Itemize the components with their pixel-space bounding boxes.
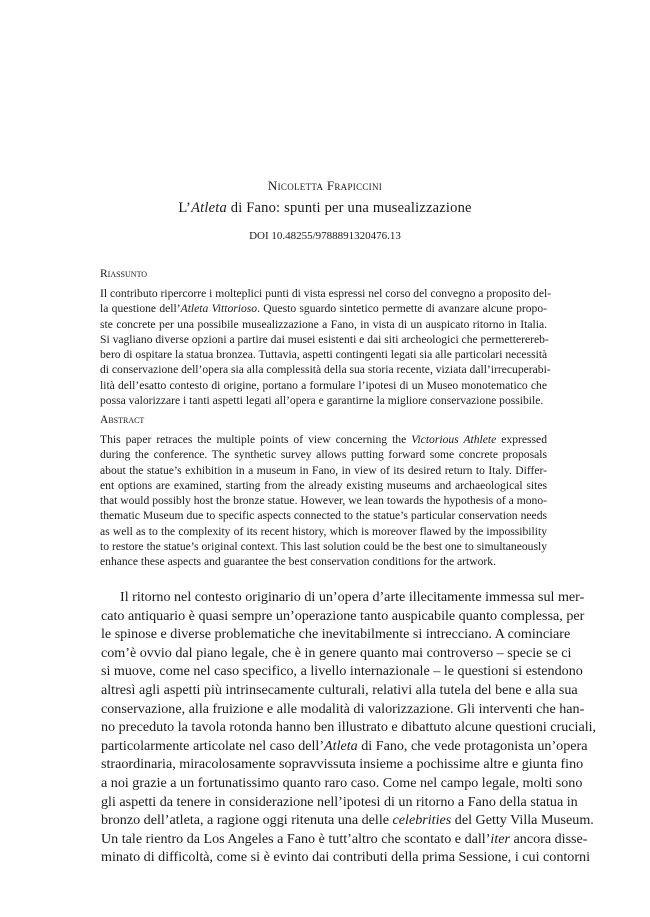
text-line [101, 848, 590, 867]
text-line [100, 362, 551, 377]
text-run: ent options are examined, starting from the already existing museums and archaeological sites [100, 478, 547, 492]
text-run: Il ritorno nel contesto originario di un’opera d’arte illecitamente immessa sul mer- [120, 589, 585, 605]
text-run: Si vagliano diverse opzioni a partire dai musei esistenti e dai siti archeologici che permetterereb- [100, 332, 549, 346]
text-run: no preceduto la tavola rotonda hanno ben illustrato e dibattuto alcune questioni cruciali, [101, 719, 597, 736]
text-line [100, 393, 547, 408]
text-run: di Fano, che vede protagonista un’opera [357, 737, 588, 754]
text-run: bronzo dell’atleta, a ragione oggi ritenuta una delle [101, 812, 393, 829]
italic-run: Victorious Athlete [411, 433, 497, 446]
text-run: lità dell’esatto contesto di origine, portano a formulare l’ipotesi di un Museo monotematico che [100, 378, 547, 392]
italic-run: iter [490, 830, 510, 847]
text-run: conservazione, alla fruizione e alle modalità di valorizzazione. Gli interventi che han- [101, 700, 585, 717]
text-line [100, 478, 547, 493]
text-run: le spinose e diverse problematiche che inevitabilmente si intrecciano. A cominciare [101, 626, 571, 643]
text-run: bero di ospitare la statua bronzea. Tuttavia, aspetti contingenti legati sia alle particolari necessità [100, 348, 548, 362]
text-line [101, 644, 572, 663]
text-run: possa valorizzare i tanti aspetti legati all’opera e garantirne la migliore conservazione possibile. [100, 394, 544, 408]
text-run: expressed [496, 433, 547, 446]
text-line [101, 793, 578, 812]
text-line [101, 588, 585, 607]
text-run: ancora disse- [510, 830, 588, 847]
text-line [100, 493, 547, 508]
text-run: del Getty Villa Museum. [451, 812, 594, 829]
text-line [101, 718, 597, 737]
text-run: . Questo sguardo sintetico permette di avanzare alcune propo- [257, 302, 548, 316]
italic-run: Atleta Vittorioso [180, 302, 258, 316]
abstract-heading: Abstract [100, 414, 145, 426]
text-line [100, 332, 547, 347]
text-run: altresì agli aspetti più intrinsecamente culturali, relativi alla tutela del bene e alla sua [101, 681, 578, 698]
text-line [101, 811, 594, 830]
riassunto-text [100, 286, 552, 408]
text-run: la questione dell’ [100, 302, 181, 316]
abstract-text [100, 432, 547, 570]
text-line [101, 774, 583, 793]
text-line [101, 700, 585, 719]
text-run: Un tale rientro da Los Angeles a Fano è tutt’altro che scontato e dall’ [101, 830, 491, 847]
text-line [101, 625, 571, 644]
text-line [101, 737, 588, 756]
text-line [100, 432, 547, 447]
text-run: ste concrete per una possibile musealizzazione a Fano, in vista di un auspicato ritorno in Italia. [100, 317, 547, 331]
doi: DOI 10.48255/9788891320476.13 [249, 230, 401, 242]
text-run: minato di difficoltà, come si è evinto dai contributi della prima Sessione, i cui contorni [101, 849, 590, 866]
title-italic: Atleta [191, 200, 227, 216]
text-line [100, 378, 547, 393]
text-line [101, 755, 584, 774]
text-run: com’è ovvio dal piano legale, che è in genere quanto mai controverso – specie se ci [101, 644, 572, 661]
text-line [101, 607, 585, 626]
title-suffix: di Fano: spunti per una musealizzazione [226, 200, 472, 216]
text-line [100, 524, 547, 539]
text-run: particolarmente articolate nel caso dell’ [101, 737, 325, 754]
text-run: to restore the statue’s original context. This last solution could be the best one to simultaneously [100, 540, 547, 554]
text-run: a noi grazie a un fortunatissimo quanto raro caso. Come nel campo legale, molti sono [101, 774, 583, 791]
text-run: enhance these aspects and guarantee the best conservation conditions for the artwork. [100, 555, 496, 569]
text-run: as well as to the complexity of its recent history, which is moreover flawed by the impossibility [100, 524, 547, 538]
text-run: about the statue’s exhibition in a museum in Fano, in view of its desired return to Italy. Differ- [100, 463, 547, 477]
text-line [100, 539, 547, 554]
text-run: that would possibly host the bronze statue. However, we lean towards the hypothesis of a mono- [100, 494, 547, 508]
text-line [101, 662, 583, 681]
text-run: gli aspetti da tenere in considerazione nell’ipotesi di un ritorno a Fano della statua in [101, 793, 578, 810]
text-run: This paper retraces the multiple points of view concerning the [100, 433, 412, 446]
body-text [101, 588, 597, 867]
italic-run: celebrities [392, 812, 452, 829]
text-run: cato antiquario è quasi sempre un’operazione tanto auspicabile quanto complessa, per [101, 607, 585, 624]
article-title [0, 200, 650, 217]
author-name: Nicoletta Frapiccini [267, 178, 383, 193]
text-line [100, 463, 547, 478]
text-line [101, 830, 588, 849]
text-line [100, 317, 547, 332]
riassunto-heading: Riassunto [100, 268, 148, 280]
text-line [100, 347, 547, 362]
text-line [100, 554, 547, 569]
text-run: thematic Museum due to specific aspects connected to the statue’s particular conservation needs [100, 509, 547, 523]
text-run: di conservazione dell’opera sia alla complessità della sua storia recente, viziata dall’irrecuperabi- [100, 363, 551, 377]
text-run: si muove, come nel caso specifico, a livello internazionale – le questioni si estendono [101, 663, 583, 680]
text-line [100, 447, 547, 462]
text-line [100, 301, 547, 316]
text-line [100, 286, 552, 301]
title-prefix: L’ [178, 200, 192, 216]
text-line [100, 508, 547, 523]
text-line [101, 681, 578, 700]
italic-run: Atleta [324, 737, 358, 754]
text-run: straordinaria, miracolosamente sopravvissuta insieme a pochissime altre e giunta fino [101, 756, 584, 773]
text-run: during the conference. The synthetic survey allows putting forward some concrete proposals [100, 448, 547, 462]
text-run: Il contributo ripercorre i molteplici punti di vista espressi nel corso del convegno a proposito del- [100, 287, 552, 300]
